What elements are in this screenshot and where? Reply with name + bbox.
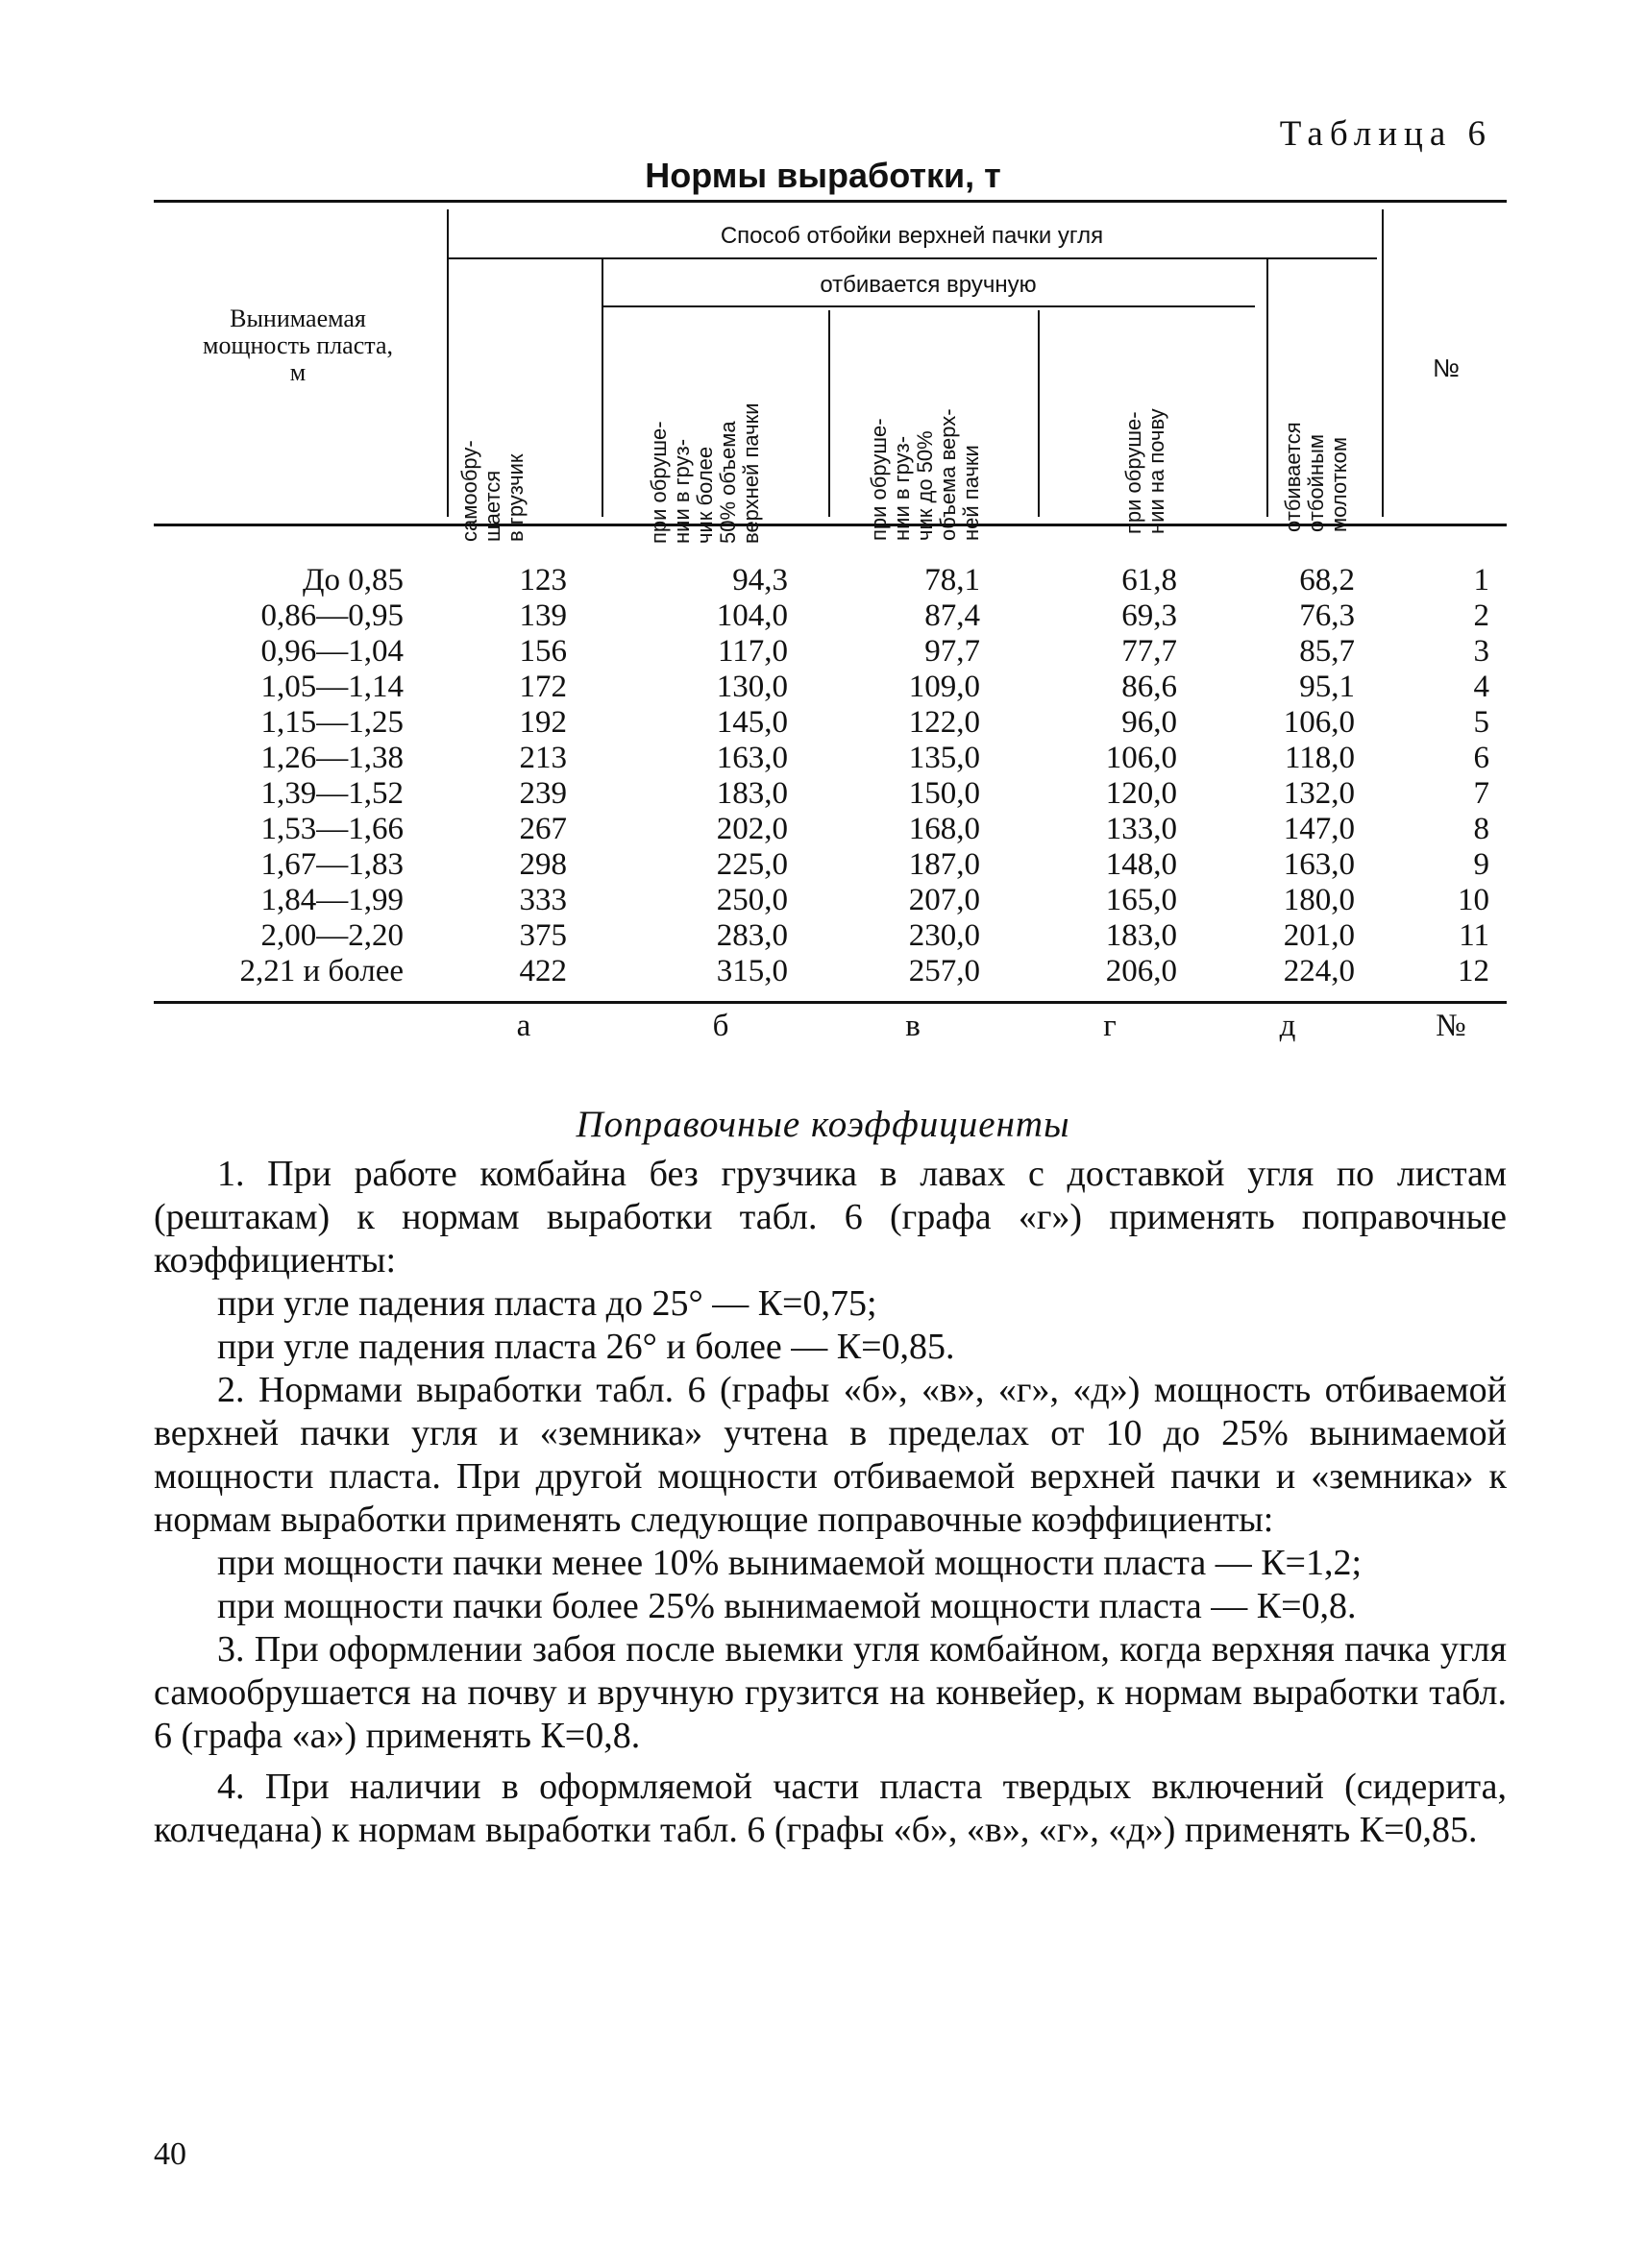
- letter-d: д: [1279, 1009, 1296, 1043]
- cell-g: 183,0: [1105, 918, 1177, 953]
- cell-a: 239: [519, 776, 567, 811]
- cell-d: 132,0: [1283, 776, 1355, 811]
- cell-g: 96,0: [1121, 705, 1177, 740]
- letter-g: г: [1103, 1009, 1117, 1043]
- paragraph: 4. При наличии в оформляемой части пласта твердых включений (сидерита, колчедана) к нормам выработки табл. 6 (графы «б», «в», «г», «д») применять К=0,85.: [154, 1767, 1507, 1850]
- cell-range: 0,86—0,95: [260, 598, 404, 633]
- body-text: [154, 1153, 1507, 1852]
- cell-b: 202,0: [716, 812, 788, 846]
- table-row: [154, 670, 1507, 705]
- cell-a: 267: [519, 812, 567, 846]
- group-header-manual: отбивается вручную: [820, 272, 1037, 298]
- cell-v: 87,4: [924, 598, 980, 633]
- cell-b: 104,0: [716, 598, 788, 633]
- cell-range: 2,21 и более: [239, 954, 404, 988]
- col-header-n: №: [1433, 354, 1460, 382]
- cell-n: 9: [1473, 847, 1489, 882]
- cell-a: 172: [519, 670, 567, 704]
- cell-d: 76,3: [1299, 598, 1355, 633]
- cell-v: 207,0: [908, 883, 980, 917]
- cell-range: 1,84—1,99: [260, 883, 404, 917]
- cell-v: 168,0: [908, 812, 980, 846]
- table-body: [154, 563, 1507, 989]
- letter-b: б: [712, 1009, 729, 1043]
- paragraph: при угле падения пласта 26° и более — К=0,85.: [217, 1327, 955, 1367]
- paragraph: при угле падения пласта до 25° — К=0,75;: [217, 1283, 877, 1324]
- cell-a: 123: [519, 563, 567, 597]
- cell-range: 1,39—1,52: [260, 776, 404, 811]
- cell-a: 139: [519, 598, 567, 633]
- cell-v: 230,0: [908, 918, 980, 953]
- cell-d: 118,0: [1284, 741, 1355, 775]
- paragraph: при мощности пачки менее 10% вынимаемой мощности пласта — К=1,2;: [217, 1543, 1363, 1583]
- table-label: Таблица 6: [1279, 114, 1492, 154]
- table-row: [154, 847, 1507, 883]
- table-row: [154, 741, 1507, 776]
- col-header-b: при обруше- нии в груз- чик более 50% объема верхней пачки: [647, 402, 763, 544]
- letter-v: в: [905, 1009, 921, 1043]
- cell-v: 187,0: [908, 847, 980, 882]
- cell-d: 85,7: [1299, 634, 1355, 669]
- cell-n: 10: [1458, 883, 1489, 917]
- table-row: [154, 598, 1507, 634]
- column-letters: [154, 1005, 1507, 1047]
- cell-g: 120,0: [1105, 776, 1177, 811]
- cell-d: 180,0: [1283, 883, 1355, 917]
- cell-a: 298: [519, 847, 567, 882]
- page-number: 40: [154, 2136, 186, 2172]
- letter-n: №: [1436, 1009, 1466, 1043]
- cell-range: 2,00—2,20: [260, 918, 404, 953]
- table-row: [154, 918, 1507, 954]
- cell-b: 130,0: [716, 670, 788, 704]
- cell-g: 69,3: [1121, 598, 1177, 633]
- cell-g: 106,0: [1105, 741, 1177, 775]
- cell-a: 156: [519, 634, 567, 669]
- cell-b: 145,0: [716, 705, 788, 740]
- cell-range: 0,96—1,04: [260, 634, 404, 669]
- cell-b: 315,0: [716, 954, 788, 988]
- cell-n: 6: [1473, 741, 1489, 775]
- table-row: [154, 812, 1507, 847]
- col-header-v: при обруше- нии в груз- чик до 50% объема верх- ней пачки: [867, 408, 983, 541]
- cell-a: 375: [519, 918, 567, 953]
- paragraph: 2. Нормами выработки табл. 6 (графы «б», «в», «г», «д») мощность отбиваемой верхней пачки угля и «земника» учтена в пределах от 10 до 25% вынимаемой мощности пласта. При другой мощности отбиваемой верхней пачки и «земника» к нормам выработки применять следующие поправочные коэффициенты:: [154, 1370, 1507, 1540]
- cell-d: 106,0: [1283, 705, 1355, 740]
- col-header-a: самообру- шается в грузчик: [457, 440, 528, 542]
- paragraph: 3. При оформлении забоя после выемки угля комбайном, когда верхняя пачка угля самообрушается на почву и вручную грузится на конвейер, к нормам выработки табл. 6 (графа «а») применять К=0,8.: [154, 1629, 1507, 1756]
- cell-g: 206,0: [1105, 954, 1177, 988]
- cell-v: 257,0: [908, 954, 980, 988]
- cell-range: 1,67—1,83: [260, 847, 404, 882]
- cell-a: 192: [519, 705, 567, 740]
- table-row: [154, 883, 1507, 918]
- cell-range: 1,15—1,25: [260, 705, 404, 740]
- cell-b: 225,0: [716, 847, 788, 882]
- table-title: Нормы выработки, т: [645, 156, 1001, 195]
- cell-d: 68,2: [1299, 563, 1355, 597]
- col-header-d: отбивается отбойным молотком: [1281, 422, 1351, 532]
- cell-range: 1,26—1,38: [260, 741, 404, 775]
- cell-n: 12: [1458, 954, 1489, 988]
- cell-a: 422: [519, 954, 567, 988]
- table-row: [154, 954, 1507, 989]
- cell-v: 135,0: [908, 741, 980, 775]
- col-header-range: Вынимаемая мощность пласта, м: [203, 305, 393, 386]
- cell-d: 163,0: [1283, 847, 1355, 882]
- col-header-g: при обруше- нии на почву: [1121, 408, 1168, 534]
- cell-n: 2: [1473, 598, 1489, 633]
- cell-a: 333: [519, 883, 567, 917]
- group-header-method: Способ отбойки верхней пачки угля: [720, 223, 1104, 249]
- cell-range: 1,53—1,66: [260, 812, 404, 846]
- cell-v: 150,0: [908, 776, 980, 811]
- cell-v: 109,0: [908, 670, 980, 704]
- cell-d: 201,0: [1283, 918, 1355, 953]
- cell-g: 148,0: [1105, 847, 1177, 882]
- cell-n: 5: [1473, 705, 1489, 740]
- paragraph: при мощности пачки более 25% вынимаемой мощности пласта — К=0,8.: [217, 1586, 1357, 1626]
- cell-d: 95,1: [1299, 670, 1355, 704]
- cell-range: До 0,85: [302, 563, 404, 597]
- table-row: [154, 634, 1507, 670]
- cell-n: 3: [1473, 634, 1489, 669]
- paragraph: 1. При работе комбайна без грузчика в лавах с доставкой угля по листам (рештакам) к нормам выработки табл. 6 (графа «г») применять поправочные коэффициенты:: [154, 1154, 1507, 1280]
- cell-n: 4: [1473, 670, 1489, 704]
- cell-b: 117,0: [717, 634, 788, 669]
- cell-b: 94,3: [732, 563, 788, 597]
- cell-b: 163,0: [716, 741, 788, 775]
- cell-g: 77,7: [1121, 634, 1177, 669]
- cell-v: 122,0: [908, 705, 980, 740]
- norms-table: [154, 200, 1507, 1045]
- cell-g: 61,8: [1121, 563, 1177, 597]
- cell-d: 147,0: [1283, 812, 1355, 846]
- cell-g: 133,0: [1105, 812, 1177, 846]
- letter-a: а: [516, 1009, 531, 1043]
- cell-range: 1,05—1,14: [260, 670, 404, 704]
- cell-d: 224,0: [1283, 954, 1355, 988]
- table-row: [154, 563, 1507, 598]
- cell-n: 8: [1473, 812, 1489, 846]
- cell-a: 213: [519, 741, 567, 775]
- cell-n: 11: [1459, 918, 1489, 953]
- cell-v: 97,7: [924, 634, 980, 669]
- cell-g: 165,0: [1105, 883, 1177, 917]
- cell-v: 78,1: [924, 563, 980, 597]
- cell-b: 283,0: [716, 918, 788, 953]
- cell-b: 183,0: [716, 776, 788, 811]
- section-heading: Поправочные коэффициенты: [576, 1104, 1070, 1145]
- cell-n: 1: [1473, 563, 1489, 597]
- cell-g: 86,6: [1121, 670, 1177, 704]
- cell-n: 7: [1473, 776, 1489, 811]
- cell-b: 250,0: [716, 883, 788, 917]
- table-row: [154, 705, 1507, 741]
- table-row: [154, 776, 1507, 812]
